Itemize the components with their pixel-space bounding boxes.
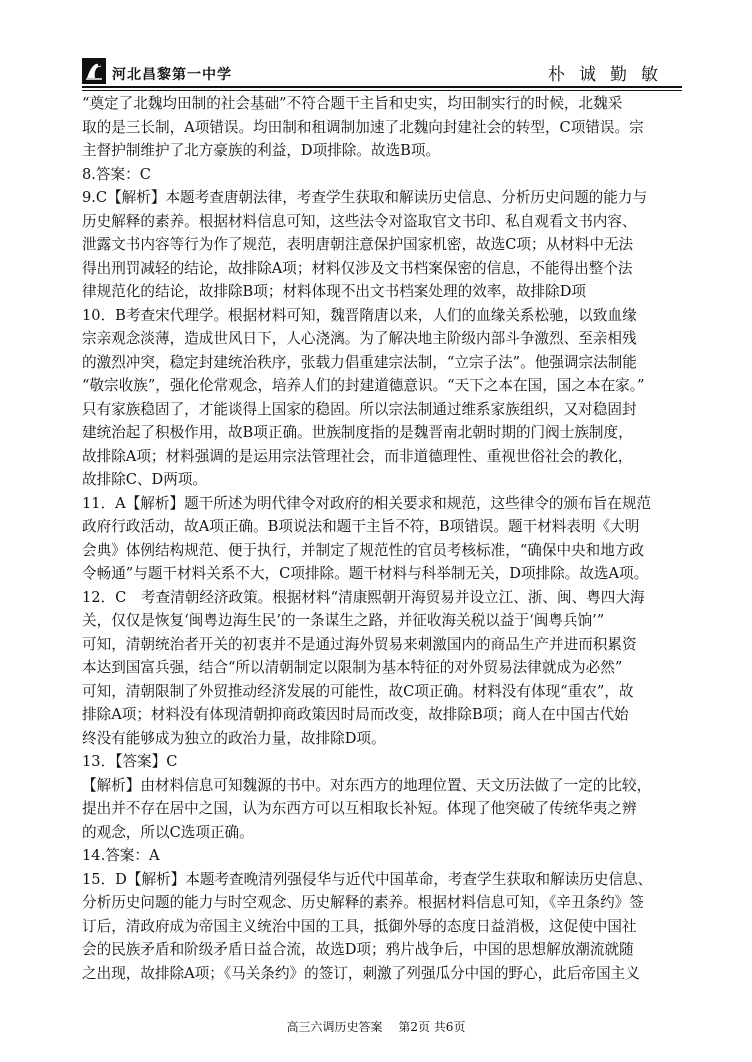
text-line: 终没有能够成为独立的政治力量，故排除D项。 [82,729,386,747]
text-line: 得出刑罚减轻的结论，故排除A项；材料仅涉及文书档案保密的信息，不能得出整个法 [82,259,633,277]
text-line: 的观念，所以C选项正确。 [82,823,254,841]
text-line: 律规范化的结论，故排除B项；材料体现不出文书档案处理的效率，故排除D项 [82,283,587,300]
text-line: 14.答案：A [82,847,160,864]
text-line: 提出并不存在居中之国，认为东西方可以互相取长补短。体现了他突破了传统华夷之辨 [82,800,637,817]
text-line: 13．【答案】C [82,753,178,770]
text-line: 建统治起了积极作用，故B项正确。世族制度指的是魏晋南北朝时期的门阀士族制度， [82,424,633,441]
text-line: 取的是三长制，A项错误。均田制和租调制加速了北魏向封建社会的转型，C项错误。宗 [82,118,644,136]
answer-content [82,92,674,985]
text-line: 11．A【解析】题干所述为明代律令对政府的相关要求和规范，这些律令的颁布旨在规范 [82,494,652,512]
page-header [82,58,682,88]
text-line: 15．D【解析】本题考查晚清列强侵华与近代中国革命，考查学生获取和解读历史信息、 [82,870,653,888]
school-motto: 朴诚勤敏 [548,65,672,85]
text-line: 之出现，故排除A项；《马关条约》的签订，刺激了列强瓜分中国的野心，此后帝国主义 [82,964,640,982]
text-line: 的激烈冲突，稳定封建统治秩序，张载力倡重建宗法制，“立宗子法”。他强调宗法制能 [82,353,637,371]
text-line: 订后，清政府成为帝国主义统治中国的工具，抵御外辱的态度日益消极，这促使中国社 [82,917,637,935]
text-line: 10．B考查宋代理学。根据材料可知，魏晋隋唐以来，人们的血缘关系松驰，以致血缘 [82,306,637,324]
text-line: 泄露文书内容等行为作了规范，表明唐朝注意保护国家机密，故选C项；从材料中无法 [82,236,634,253]
text-line: 会典》体例结构规范、便于执行，并制定了规范性的官员考核标准，“确保中央和地方政 [82,541,645,559]
text-line: 只有家族稳固了，才能谈得上国家的稳固。所以宗法制通过维系家族组织，又对稳固封 [82,400,637,418]
header-rule-thick [82,86,682,88]
text-line: 故排除C、D两项。 [82,471,208,488]
text-line: 主督护制维护了北方豪族的利益，D项排除。故选B项。 [82,142,441,159]
text-line: 分析历史问题的能力与时空观念、历史解释的素养。根据材料信息可知，《辛丑条约》签 [82,894,644,911]
text-line: 宗亲观念淡薄，造成世风日下，人心浇漓。为了解决地主阶级内部斗争激烈、至亲相残 [82,330,637,347]
text-line: 本达到国富兵强，结合“所以清朝制定以限制为基本特征的对外贸易法律就成为必然” [82,659,623,676]
text-line: 【解析】由材料信息可知魏源的书中。对东西方的地理位置、天文历法做了一定的比较， [82,776,652,794]
text-line: 12．C 考查清朝经济政策。根据材料“清康熙朝开海贸易并设立江、浙、闽、粤四大海 [82,588,645,606]
school-name: 河北昌黎第一中学 [112,67,232,83]
text-line: 政府行政活动，故A项正确。B项说法和题干主旨不符，B项错误。题干材料表明《大明 [82,518,640,535]
header-rule-thin [82,90,682,91]
page-footer: 高三六调历史答案 第2页 共6页 [286,1020,466,1034]
school-logo-icon [82,58,106,84]
text-line: 关，仅仅是恢复‘闽粤边海生民’的一条谋生之路，并征收海关税以益于‘闽粤兵饷’” [82,612,605,629]
text-line: 会的民族矛盾和阶级矛盾日益合流，故选D项；鸦片战争后，中国的思想解放潮流就随 [82,941,634,958]
text-line: 排除A项；材料没有体现清朝抑商政策因时局而改变，故排除B项；商人在中国古代始 [82,706,629,723]
text-line: “奠定了北魏均田制的社会基础”不符合题干主旨和史实，均田制实行的时候，北魏采 [82,95,623,112]
text-line: 可知，清朝统治者开关的初衷并不是通过海外贸易来刺激国内的商品生产并进而积累资 [82,635,637,653]
text-line: 令畅通”与题干材料关系不大，C项排除。题干材料与科举制无关，D项排除。故选A项。 [82,565,649,582]
text-line: 8.答案：C [82,165,151,183]
text-line: 故排除A项；材料强调的是运用宗法管理社会，而非道德理性、重视世俗社会的教化， [82,447,633,465]
text-line: 9.C【解析】本题考查唐朝法律，考查学生获取和解读历史信息、分析历史问题的能力与 [82,189,648,206]
text-line: “敬宗收族”，强化伦常观念，培养人们的封建道德意识。“天下之本在国，国之本在家。” [82,377,645,394]
text-line: 可知，清朝限制了外贸推动经济发展的可能性，故C项正确。材料没有体现“重农”，故 [82,682,634,700]
text-line: 历史解释的素养。根据材料信息可知，这些法令对盗取官文书印、私自观看文书内容、 [82,212,637,230]
